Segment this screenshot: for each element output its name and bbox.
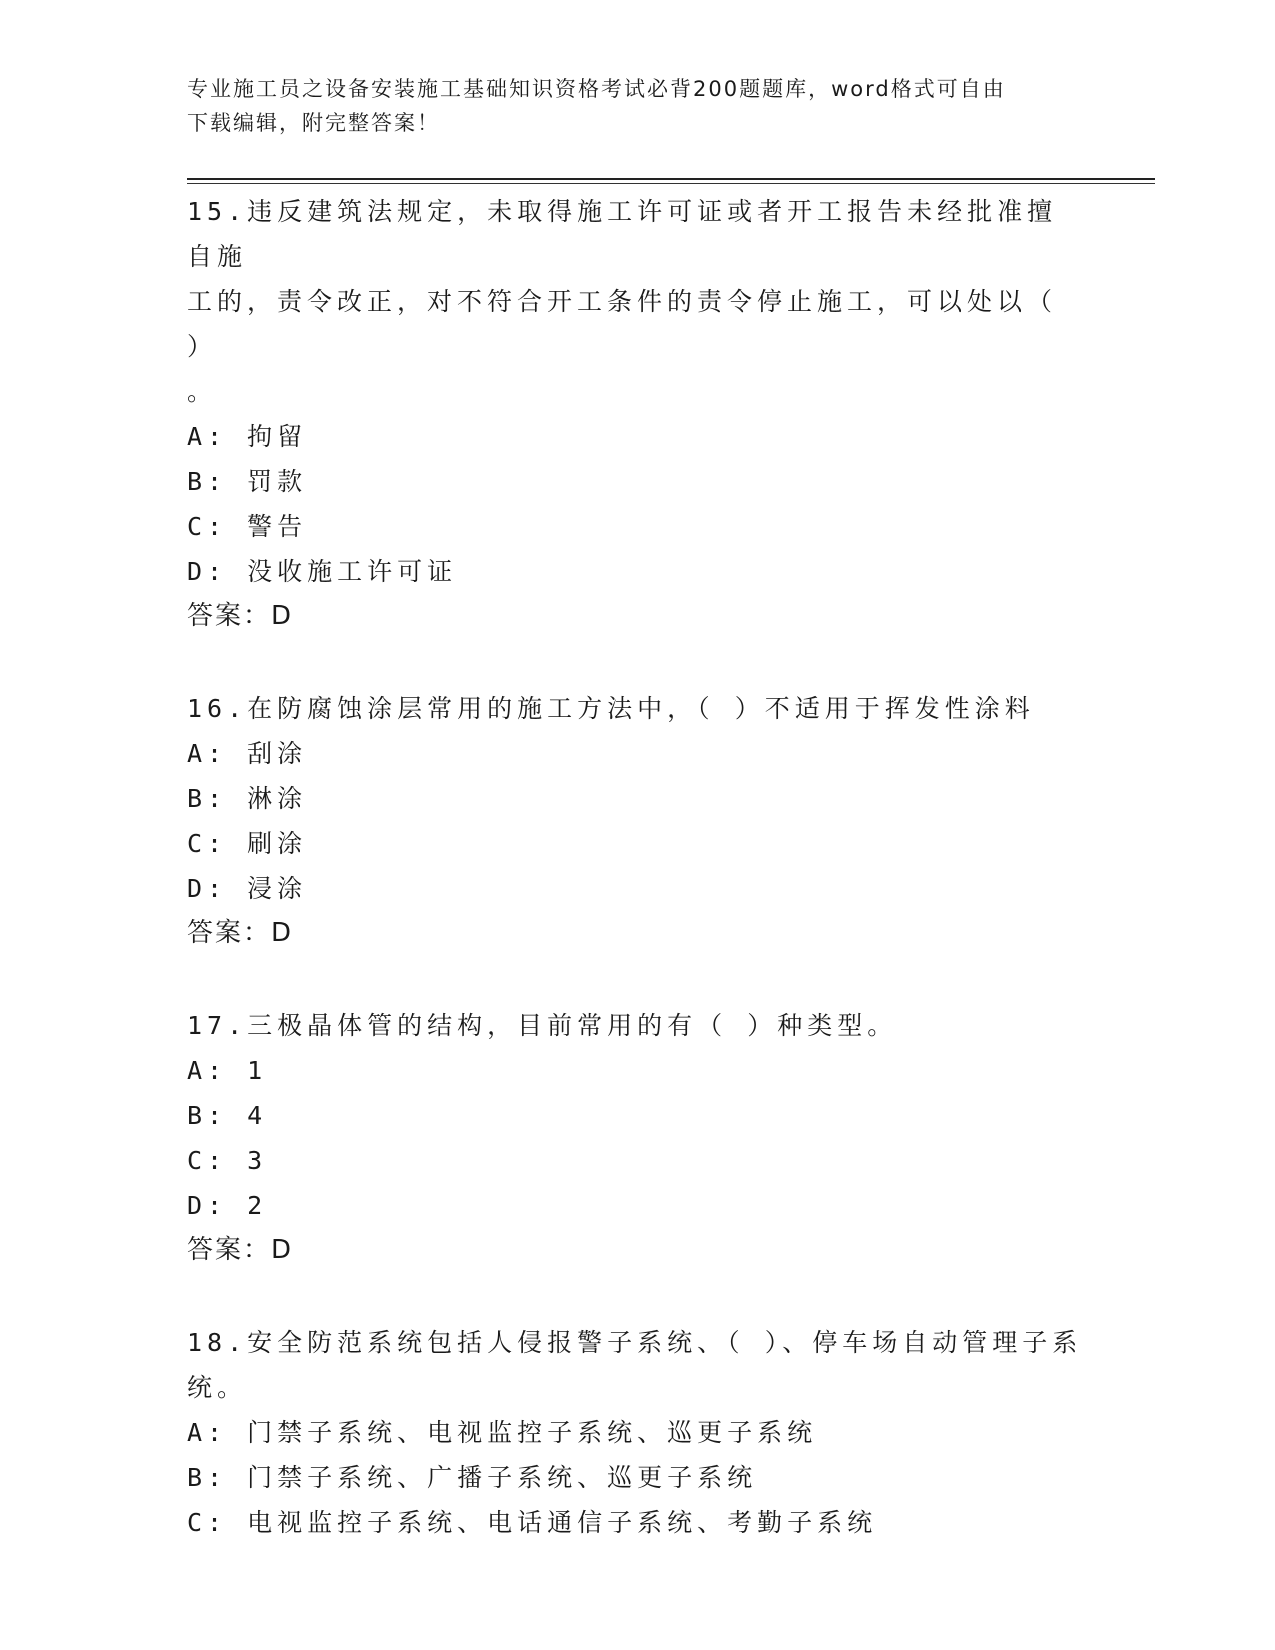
question-text-line: 18.安全防范系统包括人侵报警子系统、（ ）、停车场自动管理子系	[187, 1328, 1083, 1357]
header-line-2: 下载编辑，附完整答案！	[187, 111, 440, 135]
question-text-line: 工的，责令改正，对不符合开工条件的责令停止施工，可以处以（ ）	[187, 287, 1058, 361]
option-c: C: 警告	[187, 512, 308, 541]
answer: 答案：D	[187, 601, 294, 631]
option-a: A: 拘留	[187, 422, 308, 451]
option-d: D: 浸涂	[187, 874, 308, 903]
question-text-line: 15.违反建筑法规定，未取得施工许可证或者开工报告未经批准擅自施	[187, 197, 1058, 271]
question-text-line: 16.在防腐蚀涂层常用的施工方法中，（ ）不适用于挥发性涂料	[187, 694, 1035, 723]
option-b: B: 门禁子系统、广播子系统、巡更子系统	[187, 1463, 758, 1492]
question-17	[187, 1003, 1087, 1273]
header-rule-thin	[187, 183, 1155, 184]
option-b: B: 罚款	[187, 467, 308, 496]
answer: 答案：D	[187, 1235, 294, 1265]
option-a: A: 1	[187, 1056, 268, 1085]
question-text-line: 。	[187, 377, 218, 406]
option-d: D: 没收施工许可证	[187, 557, 458, 586]
question-text-line: 17.三极晶体管的结构，目前常用的有（ ）种类型。	[187, 1011, 898, 1040]
option-d: D: 2	[187, 1191, 268, 1220]
option-c: C: 电视监控子系统、电话通信子系统、考勤子系统	[187, 1508, 878, 1537]
option-c: C: 刷涂	[187, 829, 308, 858]
spacer	[187, 639, 1087, 686]
answer: 答案：D	[187, 918, 294, 948]
question-15	[187, 189, 1087, 639]
option-a: A: 门禁子系统、电视监控子系统、巡更子系统	[187, 1418, 818, 1447]
question-list	[187, 189, 1087, 1545]
document-header	[187, 72, 1087, 140]
option-b: B: 4	[187, 1101, 268, 1130]
header-line-1: 专业施工员之设备安装施工基础知识资格考试必背200题题库，word格式可自由	[187, 77, 1006, 101]
question-16	[187, 686, 1087, 956]
spacer	[187, 1273, 1087, 1320]
question-18	[187, 1320, 1087, 1545]
question-text-line: 统。	[187, 1373, 248, 1402]
option-c: C: 3	[187, 1146, 268, 1175]
option-a: A: 刮涂	[187, 739, 308, 768]
spacer	[187, 956, 1087, 1003]
option-b: B: 淋涂	[187, 784, 308, 813]
header-rule-thick	[187, 178, 1155, 180]
